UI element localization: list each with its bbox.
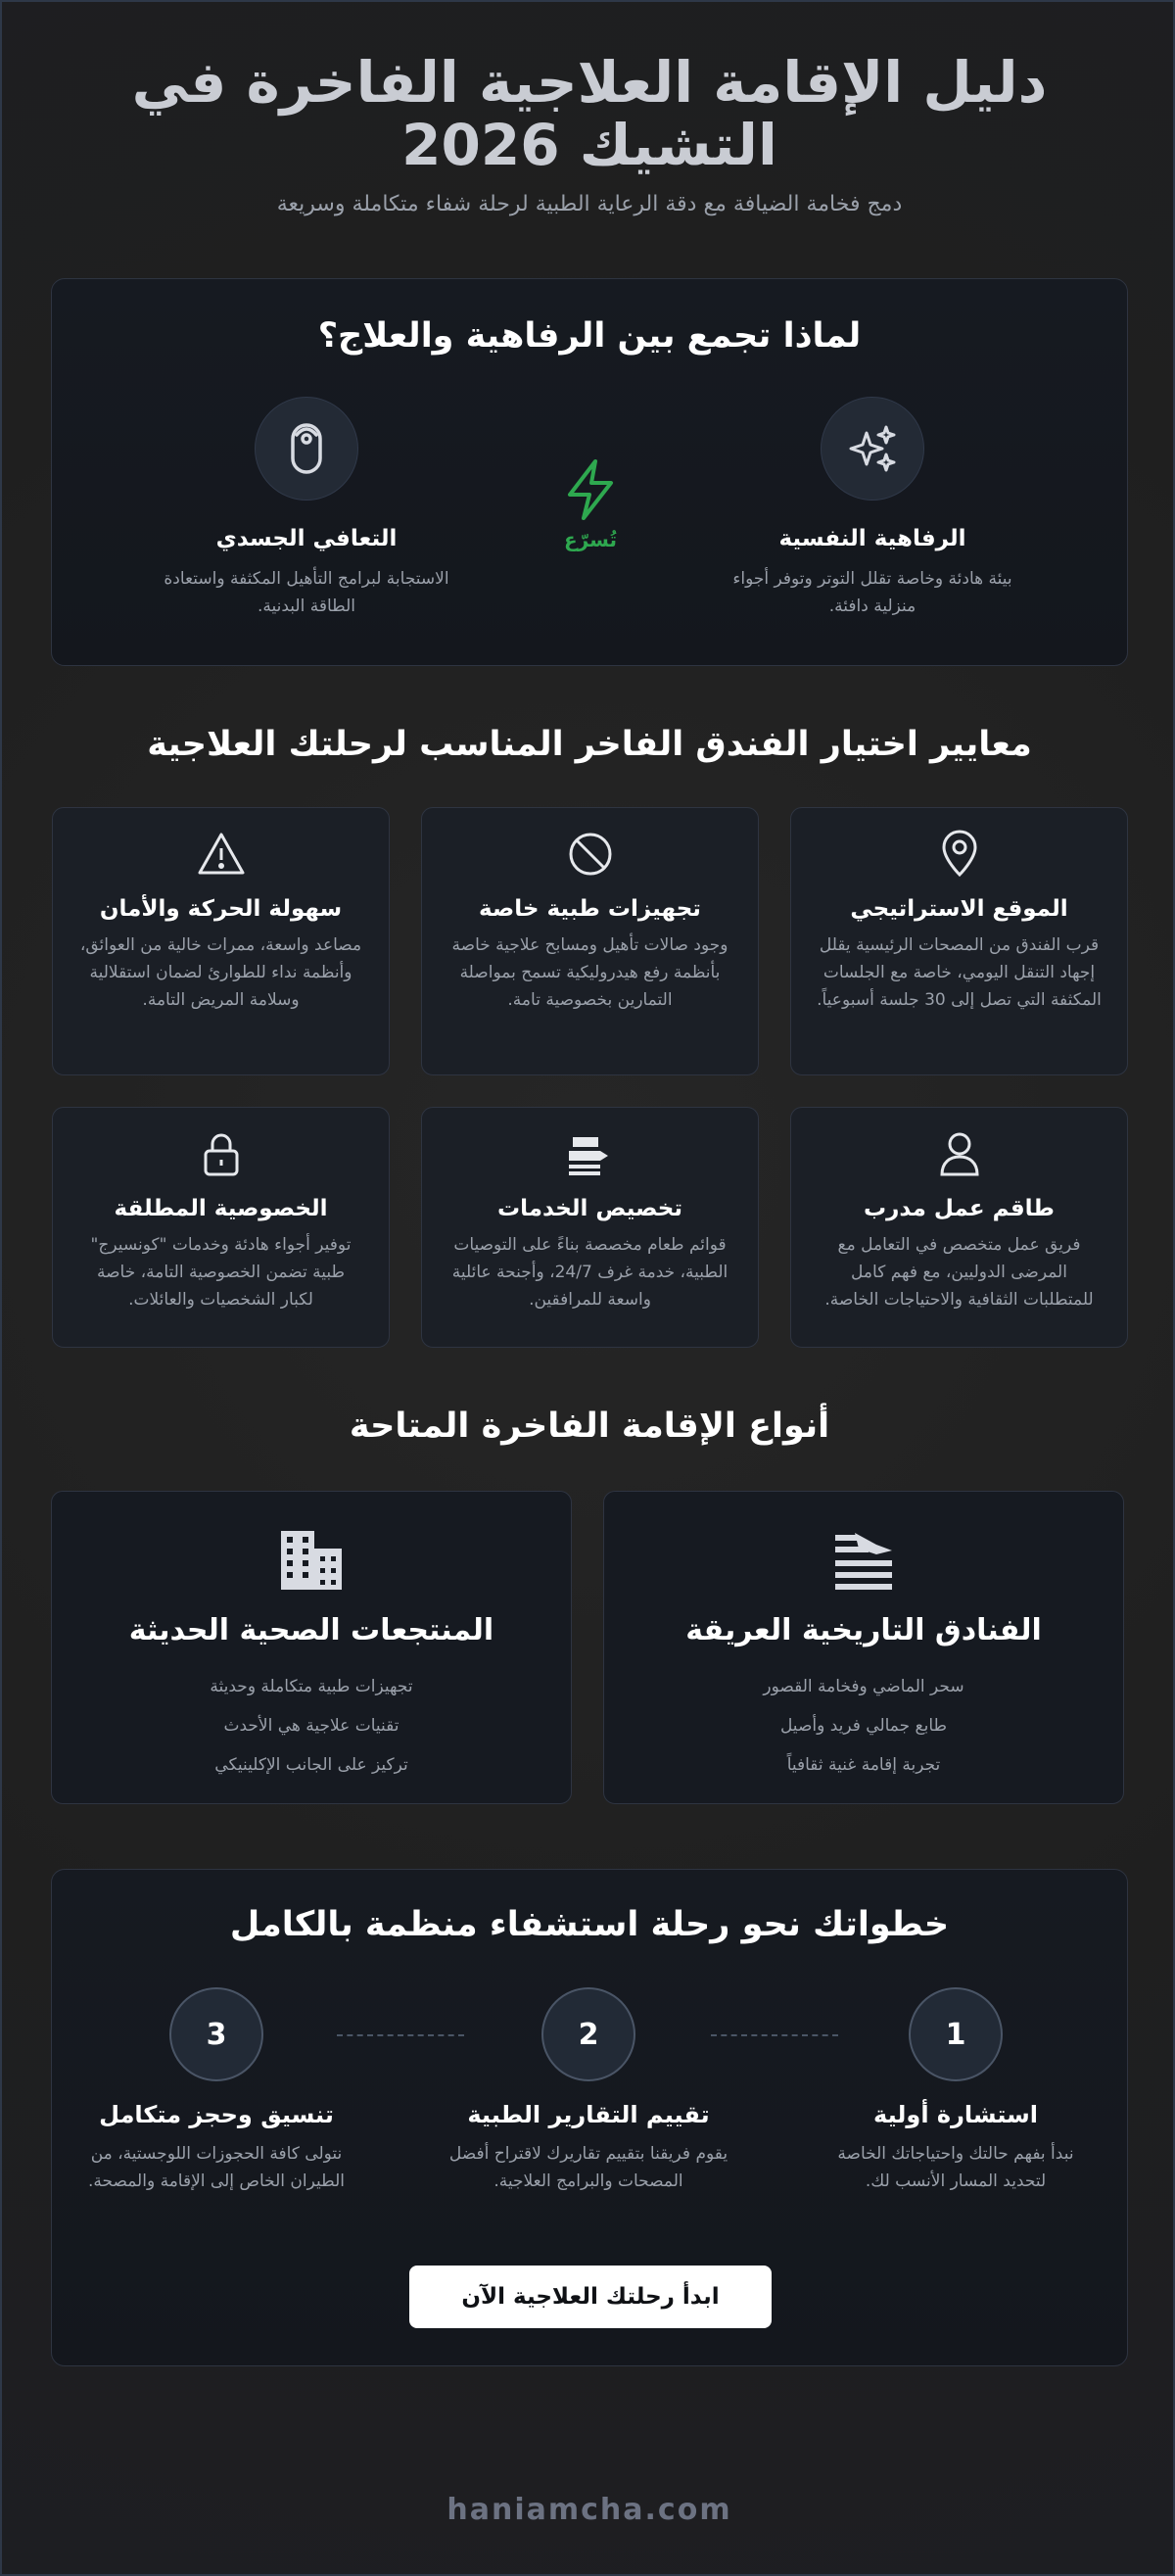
person-icon [936, 1129, 983, 1178]
why-left-title: التعافي الجسدي [215, 526, 398, 551]
step-text: يقوم فريقنا بتقييم تقاريرك لاقتراح أفضل المصحات والبرامج العلاجية. [448, 2144, 728, 2191]
why-title: لماذا تجمع بين الرفاهية والعلاج؟ [317, 316, 862, 356]
why-left-text: الاستجابة لبرامج التأهيل المكثفة واستعادة الطاقة البدنية. [164, 569, 449, 616]
footer-brand[interactable]: haniamcha.com [446, 2493, 732, 2527]
criteria-text-4: فريق عمل متخصص في التعامل مع المرضى الدوليين، مع فهم كامل للمتطلبات الثقافية والاحتياجات الخاصة. [824, 1235, 1094, 1310]
criteria-title-1: الموقع الاستراتيجي [850, 896, 1068, 922]
type-point: تركيز على الجانب الإكلينيكي [214, 1755, 408, 1775]
why-right-title: الرفاهية النفسية [778, 526, 966, 551]
criteria-title-2: تجهيزات طبية خاصة [479, 896, 701, 922]
criteria-text-3: مصاعد واسعة، ممرات خالية من العوائق، وأنظمة نداء للطوارئ لضمان استقلالية وسلامة المريض التامة. [79, 935, 362, 1010]
why-section [51, 278, 1128, 666]
criteria-card-mobility [52, 807, 390, 1075]
type-point: تجهيزات طبية متكاملة وحديثة [210, 1677, 413, 1696]
criteria-card-staff [790, 1107, 1128, 1348]
type-point: سحر الماضي وفخامة القصور [763, 1677, 964, 1696]
step-2 [446, 1987, 730, 2195]
type-card-historic [603, 1491, 1124, 1804]
accelerates-label: تُسرّع [564, 528, 617, 551]
page-subtitle: دمج فخامة الضيافة مع دقة الرعاية الطبية لرحلة شفاء متكاملة وسريعة [276, 192, 903, 216]
historic-building-icon [829, 1525, 898, 1594]
criteria-card-equipment [421, 807, 759, 1075]
modern-building-icon [277, 1525, 346, 1594]
type-point: طابع جمالي فريد وأصيل [779, 1716, 948, 1736]
step-number: 3 [169, 1987, 263, 2081]
step-number: 1 [909, 1987, 1003, 2081]
criteria-title: معايير اختيار الفندق الفاخر المناسب لرحلتك العلاجية [147, 725, 1032, 764]
warning-triangle-icon [196, 830, 247, 879]
page-title: دليل الإقامة العلاجية الفاخرة في التشيك 2026 [131, 49, 1048, 178]
hearing-aid-icon [255, 397, 358, 501]
why-right-text: بيئة هادئة وخاصة تقلل التوتر وتوفر أجواء منزلية دافئة. [732, 569, 1012, 616]
criteria-card-privacy [52, 1107, 390, 1348]
location-pin-icon [936, 830, 983, 879]
sparkles-icon [821, 397, 924, 501]
criteria-text-5: قوائم طعام مخصصة بناءً على التوصيات الطبية، خدمة غرف 24/7، وأجنحة عائلية واسعة للمرافقين. [451, 1235, 728, 1310]
type-points-2 [52, 1667, 571, 1785]
lightning-icon [556, 455, 625, 524]
steps-title: خطواتك نحو رحلة استشفاء منظمة بالكامل [229, 1905, 950, 1944]
step-1 [814, 1987, 1098, 2195]
step-number: 2 [541, 1987, 635, 2081]
why-connector [541, 455, 639, 551]
criteria-grid [51, 807, 1128, 1356]
step-text: نبدأ بفهم حالتك واحتياجاتك الخاصة لتحديد المسار الأنسب لك. [837, 2144, 1074, 2191]
type-point: تقنيات علاجية هي الأحدث [223, 1716, 400, 1736]
hero [51, 51, 1128, 216]
type-title-1: الفنادق التاريخية العريقة [685, 1613, 1042, 1647]
criteria-card-location [790, 807, 1128, 1075]
start-journey-button[interactable]: ابدأ رحلتك العلاجية الآن [409, 2266, 772, 2328]
criteria-card-services [421, 1107, 759, 1348]
why-psychological [716, 397, 1029, 620]
step-3 [74, 1987, 358, 2195]
step-text: نتولى كافة الحجوزات اللوجستية، من الطيران الخاص إلى الإقامة والمصحة. [88, 2144, 345, 2191]
lock-icon [198, 1129, 245, 1178]
criteria-title-4: طاقم عمل مدرب [864, 1196, 1055, 1221]
criteria-text-2: وجود صالات تأهيل ومسابح علاجية خاصة بأنظمة رفع هيدروليكية تسمح بمواصلة التمارين بخصوصية تامة. [451, 935, 728, 1010]
service-tray-icon [565, 1129, 616, 1178]
type-points-1 [604, 1667, 1123, 1785]
type-card-modern [51, 1491, 572, 1804]
criteria-title-3: سهولة الحركة والأمان [99, 896, 343, 922]
steps-section [51, 1869, 1128, 2366]
prohibited-icon [567, 830, 614, 879]
types-title: أنواع الإقامة الفاخرة المتاحة [349, 1407, 830, 1446]
type-title-2: المنتجعات الصحية الحديثة [128, 1613, 494, 1647]
step-title: تقييم التقارير الطبية [467, 2101, 710, 2128]
why-physical [150, 397, 463, 620]
step-title: استشارة أولية [873, 2101, 1038, 2128]
criteria-text-6: توفير أجواء هادئة وخدمات "كونسيرج" طبية تضمن الخصوصية التامة، خاصة لكبار الشخصيات والعائلات. [90, 1235, 352, 1310]
criteria-title-5: تخصيص الخدمات [496, 1196, 683, 1221]
criteria-text-1: قرب الفندق من المصحات الرئيسية يقلل إجهاد التنقل اليومي، خاصة مع الجلسات المكثفة التي تصل إلى 30 جلسة أسبوعياً. [817, 935, 1102, 1010]
type-point: تجربة إقامة غنية ثقافياً [786, 1755, 941, 1775]
criteria-title-6: الخصوصية المطلقة [114, 1196, 328, 1221]
step-title: تنسيق وحجز متكامل [99, 2101, 334, 2128]
